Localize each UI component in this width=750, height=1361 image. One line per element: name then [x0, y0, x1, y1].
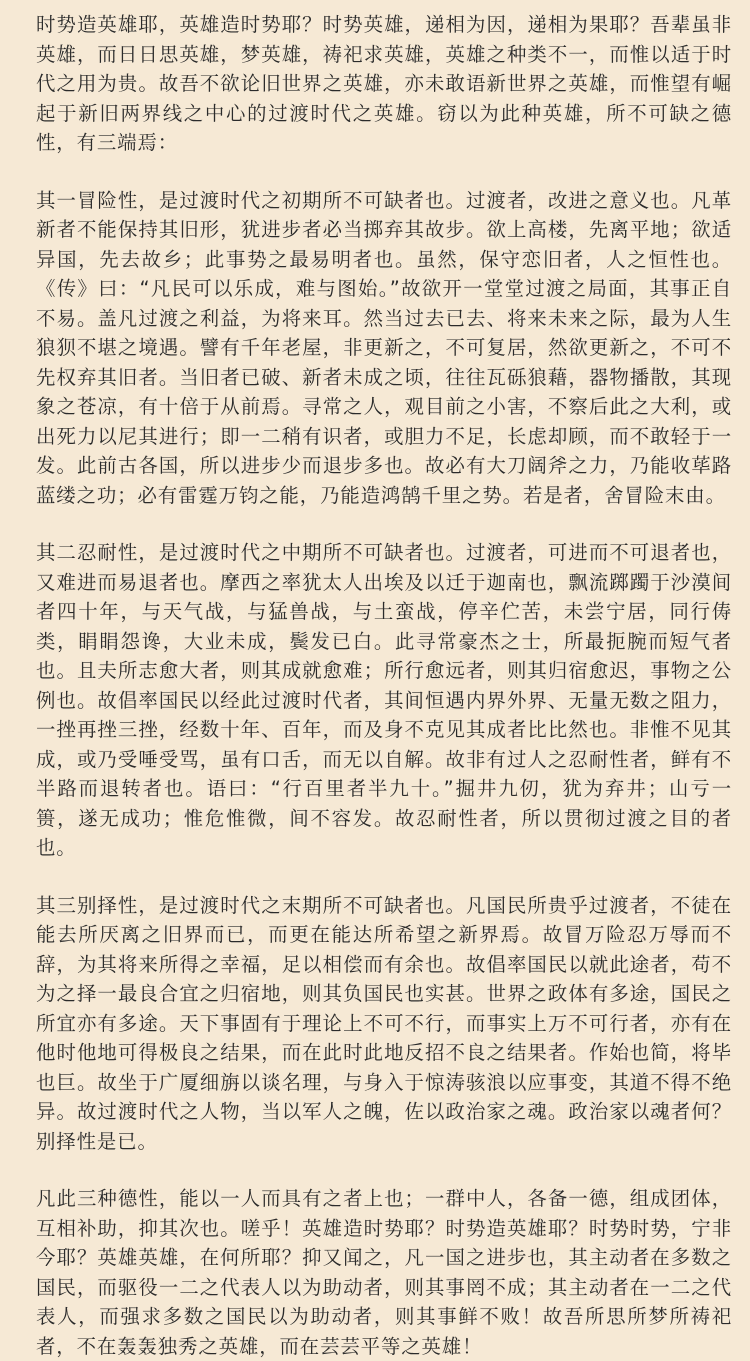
paragraph-patience: 其二忍耐性，是过渡时代之中期所不可缺者也。过渡者，可进而不可退者也，又难进而易退者也。摩西之率犹太人出埃及以迁于迦南也，飘流踯躅于沙漠间者四十年，与天气战，与猛兽战，与土蛮战，停辛伫苦，未尝宁居，同行俦类，睊睊怨谗，大业未成，鬓发已白。此寻常豪杰之士，所最扼腕而短气者也。且夫所志愈大者，则其成就愈难；所行愈远者，则其归宿愈迟，事物之公例也。故倡率国民以经此过渡时代者，其间恒遇内界外界、无量无数之阻力，一挫再挫三挫，经数十年、百年，而及身不克见其成者比比然也。非惟不见其成，或乃受唾受骂，虽有口舌，而无以自解。故非有过人之忍耐性者，鲜有不半路而退转者也。语曰：“行百里者半九十。”掘井九仞，犹为弃井；山亏一篑，遂无成功；惟危惟微，间不容发。故忍耐性者，所以贯彻过渡之目的者也。 — [36, 541, 732, 859]
paragraph-adventurousness: 其一冒险性，是过渡时代之初期所不可缺者也。过渡者，改进之意义也。凡革新者不能保持其旧形，犹进步者必当掷弃其故步。欲上高楼，先离平地；欲适异国，先去故乡；此事势之最易明者也。虽然，保守恋旧者，人之恒性也。《传》曰：“凡民可以乐成，难与图始。”故欲开一堂堂过渡之局面，其事正自不易。盖凡过渡之利益，为将来耳。然当过去已去、将来未来之际，最为人生狼狈不堪之境遇。譬有千年老屋，非更新之，不可复居，然欲更新之，不可不先权弃其旧者。当旧者已破、新者未成之顷，往往瓦砾狼藉，器物播散，其现象之苍凉，有十倍于从前焉。寻常之人，观目前之小害，不察后此之大利，或出死力以尼其进行；即一二稍有识者，或胆力不足，长虑却顾，而不敢轻于一发。此前古各国，所以进步少而退步多也。故必有大刀阔斧之力，乃能收荜路蓝缕之功；必有雷霆万钧之能，乃能造鸿鹄千里之势。若是者，舍冒险末由。 — [36, 188, 732, 507]
paragraph-discernment: 其三别择性，是过渡时代之末期所不可缺者也。凡国民所贵乎过渡者，不徒在能去所厌离之旧界而已，而更在能达所希望之新界焉。故冒万险忍万辱而不辞，为其将来所得之幸福，足以相偿而有余也。故倡率国民以就此途者，苟不为之择一最良合宜之归宿地，则其负国民也实甚。世界之政体有多途，国民之所宜亦有多途。天下事固有于理论上不可不行，而事实上万不可行者，亦有在他时他地可得极良之结果，而在此时此地反招不良之结果者。作始也简，将毕也巨。故坐于广厦细旃以谈名理，与身入于惊涛骇浪以应事变，其道不得不绝异。故过渡时代之人物，当以军人之魄，佐以政治家之魂。政治家以魂者何？别择性是已。 — [36, 893, 732, 1153]
paragraph-conclusion: 凡此三种德性，能以一人而具有之者上也；一群中人，各备一德，组成团体，互相补助，抑其次也。嗟乎！英雄造时势耶？时势造英雄耶？时势时势，宁非今耶？英雄英雄，在何所耶？抑又闻之，凡一国之进步也，其主动者在多数之国民，而驱役一二之代表人以为助动者，则其事罔不成；其主动者在一二之代表人，而强求多数之国民以为助动者，则其事鲜不败！故吾所思所梦所祷祀者，不在轰轰独秀之英雄，而在芸芸平等之英雄！ — [36, 1187, 732, 1358]
paragraph-intro: 时势造英雄耶，英雄造时势耶？时势英雄，递相为因，递相为果耶？吾辈虽非英雄，而日日思英雄，梦英雄，祷祀求英雄，英雄之种类不一，而惟以适于时代之用为贵。故吾不欲论旧世界之英雄，亦未敢语新世界之英雄，而惟望有崛起于新旧两界线之中心的过渡时代之英雄。窃以为此种英雄，所不可缺之德性，有三端焉： — [36, 13, 732, 154]
